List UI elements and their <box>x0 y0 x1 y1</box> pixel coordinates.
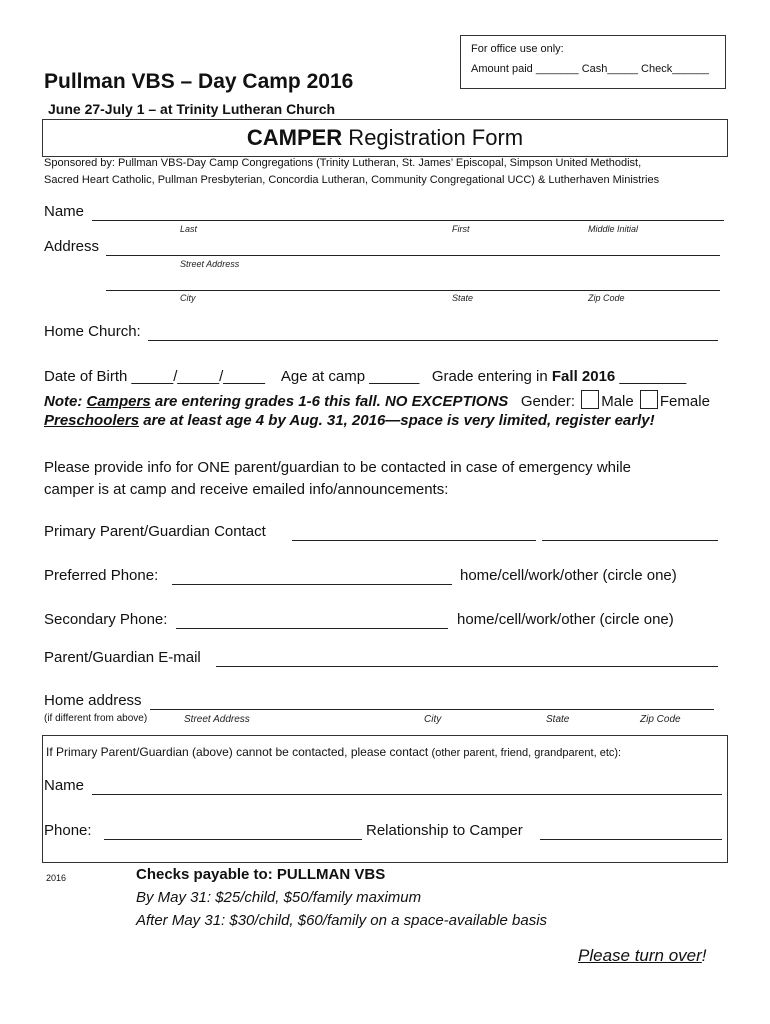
preschool-row <box>44 412 655 429</box>
alt-phone-label: Phone: <box>44 822 92 839</box>
gender-label: Gender: <box>520 393 576 410</box>
camper-address-label: Address <box>44 238 100 255</box>
parent-intro-line-2: camper is at camp and receive emailed info/announcements: <box>44 481 449 498</box>
preschool-rest: are at least age 4 by Aug. 31, 2016—space is very limited, register early! <box>139 412 655 429</box>
alt-name-label: Name <box>44 777 85 794</box>
footer-year: 2016 <box>46 873 67 883</box>
camper-name-row <box>44 203 84 220</box>
female-checkbox[interactable] <box>640 390 658 409</box>
hint-middle-initial: Middle Initial <box>588 224 639 234</box>
secondary-phone-type[interactable]: home/cell/work/other (circle one) <box>457 611 674 628</box>
form-title-bold: CAMPER <box>246 125 343 150</box>
hint-home-street: Street Address <box>184 714 250 725</box>
office-amount-paid: Amount paid _______ Cash_____ Check______ <box>471 63 709 75</box>
alt-phone-input[interactable] <box>104 838 362 840</box>
alternate-contact-intro-main: If Primary Parent/Guardian (above) cannot be contacted, please contact <box>46 745 432 759</box>
page-title: Pullman VBS – Day Camp 2016 <box>44 70 354 93</box>
hint-home-city: City <box>424 714 442 725</box>
form-title-rest: Registration Form <box>342 125 524 150</box>
grade-fall: Fall 2016 <box>551 368 616 385</box>
parent-email-input[interactable] <box>216 665 718 667</box>
sponsor-text <box>44 155 744 189</box>
home-church-input[interactable] <box>148 339 718 341</box>
note-rest: are entering grades 1-6 this fall. NO EXCEPTIONS <box>150 393 509 410</box>
office-use-box <box>460 35 726 89</box>
alt-relationship-input[interactable] <box>540 838 722 840</box>
sponsor-line-2: Sacred Heart Catholic, Pullman Presbyterian, Concordia Lutheran, Community Congregational UCC) & Lutherhaven Ministries <box>44 174 660 186</box>
female-label: Female <box>659 393 710 410</box>
hint-last: Last <box>180 224 198 234</box>
office-use-label: For office use only: <box>471 43 564 55</box>
age-field[interactable]: Age at camp ______ <box>280 368 420 385</box>
parent-intro <box>44 457 631 501</box>
preschool-label: Preschoolers <box>44 412 140 429</box>
hint-home-state: State <box>546 714 570 725</box>
page-subtitle: June 27-July 1 – at Trinity Lutheran Church <box>48 101 336 117</box>
preferred-phone-input[interactable] <box>172 583 452 585</box>
home-address-label: Home address <box>44 692 142 709</box>
preferred-phone-type[interactable]: home/cell/work/other (circle one) <box>460 567 677 584</box>
sponsor-line-1: Sponsored by: Pullman VBS-Day Camp Congregations (Trinity Lutheran, St. James’ Episcopal, Simpson United Methodist, <box>44 157 642 169</box>
turn-over-text: Please turn over <box>578 946 702 965</box>
secondary-phone-input[interactable] <box>176 627 448 629</box>
camper-name-label: Name <box>44 203 85 220</box>
parent-intro-line-1: Please provide info for ONE parent/guardian to be contacted in case of emergency while <box>44 459 632 476</box>
preferred-phone-label: Preferred Phone: <box>44 567 159 584</box>
camper-name-input[interactable] <box>92 219 724 221</box>
alt-name-input[interactable] <box>92 793 722 795</box>
male-checkbox[interactable] <box>581 390 599 409</box>
hint-home-zip: Zip Code <box>640 714 681 725</box>
primary-parent-label: Primary Parent/Guardian Contact <box>44 523 266 540</box>
dob-row <box>44 368 686 385</box>
camper-city-state-zip-input[interactable] <box>106 289 720 291</box>
form-title <box>42 119 728 157</box>
please-turn-over <box>578 946 707 966</box>
note-prefix: Note: <box>44 393 87 410</box>
hint-state: State <box>452 293 474 303</box>
note-campers: Campers <box>86 393 151 410</box>
fee-early: By May 31: $25/child, $50/family maximum <box>136 889 422 906</box>
if-different-note: (if different from above) <box>44 713 148 724</box>
secondary-phone-label: Secondary Phone: <box>44 611 168 628</box>
note-row <box>44 390 710 410</box>
hint-zip: Zip Code <box>588 293 625 303</box>
alternate-contact-intro <box>46 745 621 759</box>
hint-city: City <box>180 293 196 303</box>
camper-street-input[interactable] <box>106 254 720 256</box>
checks-payable: Checks payable to: PULLMAN VBS <box>136 866 386 883</box>
alt-relationship-label: Relationship to Camper <box>366 822 523 839</box>
primary-parent-name-input-2[interactable] <box>542 539 718 541</box>
dob-field[interactable]: Date of Birth _____/_____/_____ <box>44 368 266 385</box>
home-church-label: Home Church: <box>44 323 141 340</box>
grade-label: Grade entering in <box>431 368 552 385</box>
male-label: Male <box>601 393 634 410</box>
turn-over-excl: ! <box>701 946 707 965</box>
hint-street-address: Street Address <box>180 259 240 269</box>
fee-late: After May 31: $30/child, $60/family on a space-available basis <box>136 912 548 929</box>
parent-email-label: Parent/Guardian E-mail <box>44 649 201 666</box>
hint-first: First <box>452 224 470 234</box>
alternate-contact-intro-small: (other parent, friend, grandparent, etc): <box>431 747 622 759</box>
home-address-input[interactable] <box>150 708 714 710</box>
grade-field[interactable]: ________ <box>615 368 687 385</box>
primary-parent-name-input[interactable] <box>292 539 536 541</box>
